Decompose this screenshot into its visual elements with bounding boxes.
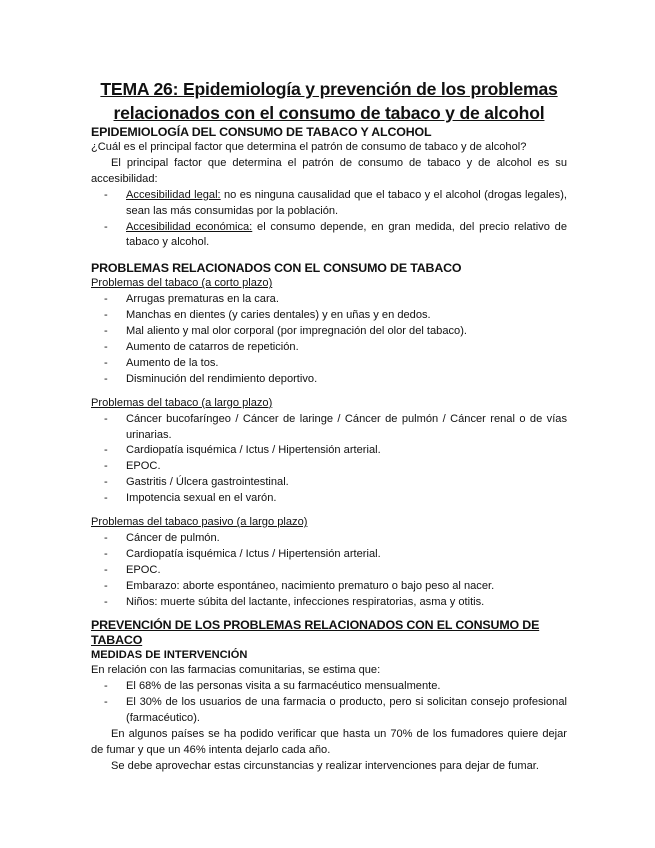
list-item: [104, 563, 567, 579]
term-text: el consumo depende, en gran medida, del precio relativo de tabaco y alcohol.: [126, 220, 567, 249]
term-label: Accesibilidad económica:: [126, 220, 253, 233]
list-item: [104, 547, 567, 563]
accessibility-list: [91, 188, 567, 252]
term-text: no es ninguna causalidad que el tabaco y el alcohol (drogas legales), sean las más consumidas por la población.: [126, 188, 567, 217]
dash-bullet: -: [104, 340, 108, 353]
list-item: [104, 595, 567, 611]
term-label: Accesibilidad legal:: [126, 188, 221, 201]
item-text: Manchas en dientes (y caries dentales) y en uñas y en dedos.: [126, 309, 431, 322]
dash-bullet: -: [104, 680, 108, 693]
passive-list: [91, 531, 567, 611]
list-item: [104, 292, 567, 308]
item-text: Arrugas prematuras en la cara.: [126, 293, 279, 306]
dash-bullet: -: [104, 372, 108, 385]
list-item: [104, 356, 567, 372]
item-text: EPOC.: [126, 460, 161, 473]
list-item: [104, 412, 567, 444]
dash-bullet: -: [104, 356, 108, 369]
dash-bullet: -: [104, 595, 108, 608]
dash-bullet: -: [104, 696, 108, 709]
title-line-1: TEMA 26: Epidemiología y prevención de los problemas: [100, 79, 558, 99]
intro-paragraph: En relación con las farmacias comunitarias, se estima que:: [91, 664, 381, 677]
item-text: Embarazo: aborte espontáneo, nacimiento prematuro o bajo peso al nacer.: [126, 579, 495, 592]
list-item: [104, 531, 567, 547]
subsection-title-short-term: Problemas del tabaco (a corto plazo): [91, 277, 273, 290]
item-text: Niños: muerte súbita del lactante, infecciones respiratorias, asma y otitis.: [126, 595, 485, 608]
dash-bullet: -: [104, 309, 108, 322]
list-item: [104, 443, 567, 459]
dash-bullet: -: [104, 293, 108, 306]
dash-bullet: -: [104, 325, 108, 338]
list-item: [104, 459, 567, 475]
item-text: Disminución del rendimiento deportivo.: [126, 372, 318, 385]
list-item: [104, 340, 567, 356]
section-heading-tobacco-problems: PROBLEMAS RELACIONADOS CON EL CONSUMO DE TABACO: [91, 261, 462, 276]
list-item: [104, 475, 567, 491]
document-title: [91, 77, 567, 125]
closing-paragraph: Se debe aprovechar estas circunstancias y realizar intervenciones para dejar de fumar.: [111, 759, 539, 772]
dash-bullet: -: [104, 531, 108, 544]
list-item: [104, 491, 567, 507]
item-text: Cardiopatía isquémica / Ictus / Hipertensión arterial.: [126, 444, 381, 457]
list-item: [104, 324, 567, 340]
dash-bullet: -: [104, 220, 108, 233]
dash-bullet: -: [104, 460, 108, 473]
pharmacy-stats-list: [91, 679, 567, 727]
short-term-list: [91, 292, 567, 387]
question-text: ¿Cuál es el principal factor que determina el patrón de consumo de tabaco y de alcohol?: [91, 141, 527, 153]
item-text: Cardiopatía isquémica / Ictus / Hipertensión arterial.: [126, 547, 381, 560]
dash-bullet: -: [104, 476, 108, 489]
dash-bullet: -: [104, 444, 108, 457]
list-item: [104, 372, 567, 388]
section-heading-epidemiology: EPIDEMIOLOGÍA DEL CONSUMO DE TABACO Y ALCOHOL: [91, 125, 432, 139]
item-text: Cáncer de pulmón.: [126, 531, 220, 544]
item-text: Mal aliento y mal olor corporal (por impregnación del olor del tabaco).: [126, 325, 467, 338]
answer-paragraph: El principal factor que determina el patrón de consumo de tabaco y de alcohol es su accesibilidad:: [91, 156, 567, 185]
dash-bullet: -: [104, 579, 108, 592]
list-item: [104, 220, 567, 252]
item-text: Gastritis / Úlcera gastrointestinal.: [126, 476, 289, 489]
item-text: El 68% de las personas visita a su farmacéutico mensualmente.: [126, 680, 441, 693]
item-text: El 30% de los usuarios de una farmacia o producto, pero si solicitan consejo profesional (farmacéutico).: [126, 696, 567, 725]
dash-bullet: -: [104, 547, 108, 560]
smokers-paragraph: En algunos países se ha podido verificar que hasta un 70% de los fumadores quiere dejar de fumar y que un 46% intenta dejarlo cada año.: [91, 728, 567, 756]
dash-bullet: -: [104, 188, 108, 201]
list-item: [104, 188, 567, 220]
subheading-interventions: MEDIDAS DE INTERVENCIÓN: [91, 649, 248, 662]
list-item: [104, 695, 567, 727]
list-item: [104, 579, 567, 595]
dash-bullet: -: [104, 492, 108, 505]
list-item: [104, 308, 567, 324]
item-text: Aumento de catarros de repetición.: [126, 340, 299, 353]
item-text: Aumento de la tos.: [126, 356, 219, 369]
dash-bullet: -: [104, 563, 108, 576]
list-item: [104, 679, 567, 695]
item-text: Cáncer bucofaríngeo / Cáncer de laringe / Cáncer de pulmón / Cáncer renal o de vías urinarias.: [126, 412, 567, 441]
item-text: EPOC.: [126, 563, 161, 576]
subsection-title-long-term: Problemas del tabaco (a largo plazo): [91, 396, 273, 409]
item-text: Impotencia sexual en el varón.: [126, 492, 277, 505]
section-heading-prevention: PREVENCIÓN DE LOS PROBLEMAS RELACIONADOS CON EL CONSUMO DE TABACO: [91, 618, 540, 648]
title-line-2: relacionados con el consumo de tabaco y de alcohol: [113, 103, 545, 123]
dash-bullet: -: [104, 412, 108, 425]
long-term-list: [91, 412, 567, 507]
subsection-title-passive: Problemas del tabaco pasivo (a largo plazo): [91, 516, 308, 529]
